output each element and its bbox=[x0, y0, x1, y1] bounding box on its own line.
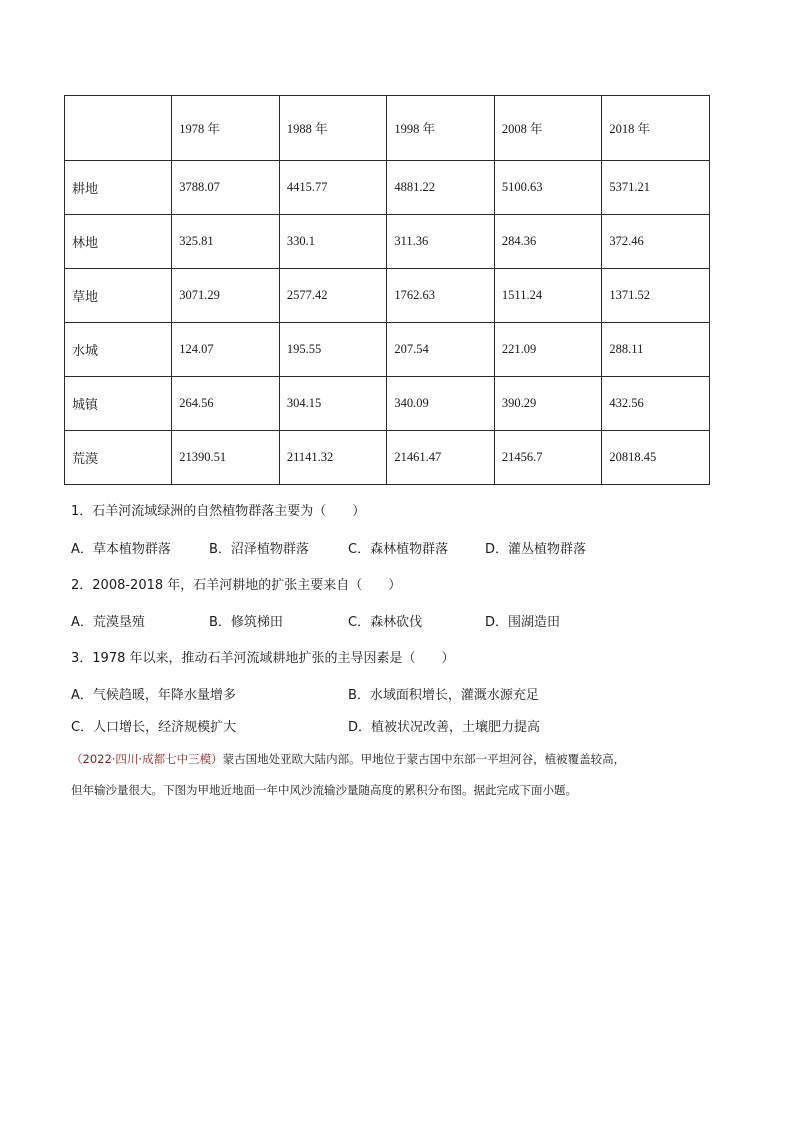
table-cell: 325.81 bbox=[172, 215, 280, 269]
row-label: 林地 bbox=[65, 215, 172, 269]
table-row bbox=[65, 215, 710, 269]
table-row bbox=[65, 431, 710, 485]
table-cell: 2577.42 bbox=[279, 269, 387, 323]
table-row bbox=[65, 323, 710, 377]
row-label: 水城 bbox=[65, 323, 172, 377]
table-cell: 5100.63 bbox=[494, 161, 602, 215]
table-cell: 432.56 bbox=[602, 377, 710, 431]
table-cell: 372.46 bbox=[602, 215, 710, 269]
row-label: 城镇 bbox=[65, 377, 172, 431]
question-stem: 1．石羊河流域绿洲的自然植物群落主要为（ ） bbox=[71, 504, 366, 519]
table-cell: 284.36 bbox=[494, 215, 602, 269]
table-cell: 21456.7 bbox=[494, 431, 602, 485]
option-b[interactable]: B．沼泽植物群落 bbox=[209, 542, 309, 557]
table-cell: 21461.47 bbox=[387, 431, 495, 485]
table-header-cell: 1988 年 bbox=[279, 96, 387, 161]
table-cell: 3071.29 bbox=[172, 269, 280, 323]
table-cell: 340.09 bbox=[387, 377, 495, 431]
source-tag: （2022·四川·成都七中三模） bbox=[71, 752, 223, 766]
question-stem: 3．1978 年以来，推动石羊河流域耕地扩张的主导因素是（ ） bbox=[71, 651, 455, 666]
table-header-cell: 1978 年 bbox=[172, 96, 280, 161]
option-c[interactable]: C．森林砍伐 bbox=[348, 615, 423, 630]
table-header-cell: 2018 年 bbox=[602, 96, 710, 161]
option-a[interactable]: A．气候趋暖，年降水量增多 bbox=[71, 688, 236, 703]
source-line-2: 但年输沙量很大。下图为甲地近地面一年中风沙流输沙量随高度的累积分布图。据此完成下面小题。 bbox=[71, 783, 577, 797]
table-cell: 195.55 bbox=[279, 323, 387, 377]
table-cell: 288.11 bbox=[602, 323, 710, 377]
table-cell: 124.07 bbox=[172, 323, 280, 377]
table-row bbox=[65, 377, 710, 431]
question-stem: 2．2008-2018 年，石羊河耕地的扩张主要来自（ ） bbox=[71, 578, 402, 593]
table-header-cell: 1998 年 bbox=[387, 96, 495, 161]
option-b[interactable]: B．修筑梯田 bbox=[209, 615, 283, 630]
table-row bbox=[65, 161, 710, 215]
row-label: 草地 bbox=[65, 269, 172, 323]
table-cell: 21141.32 bbox=[279, 431, 387, 485]
table-header-cell bbox=[65, 96, 172, 161]
table-cell: 330.1 bbox=[279, 215, 387, 269]
source-paragraph bbox=[71, 744, 731, 806]
table-cell: 21390.51 bbox=[172, 431, 280, 485]
table-cell: 3788.07 bbox=[172, 161, 280, 215]
option-b[interactable]: B．水域面积增长，灌溉水源充足 bbox=[348, 688, 539, 703]
option-d[interactable]: D．灌丛植物群落 bbox=[485, 542, 587, 557]
table-cell: 264.56 bbox=[172, 377, 280, 431]
row-label: 耕地 bbox=[65, 161, 172, 215]
table-cell: 20818.45 bbox=[602, 431, 710, 485]
table-cell: 4881.22 bbox=[387, 161, 495, 215]
table-header-row bbox=[65, 96, 710, 161]
table-cell: 1511.24 bbox=[494, 269, 602, 323]
option-d[interactable]: D．围湖造田 bbox=[485, 615, 561, 630]
table-row bbox=[65, 269, 710, 323]
table-header-cell: 2008 年 bbox=[494, 96, 602, 161]
table-cell: 4415.77 bbox=[279, 161, 387, 215]
option-a[interactable]: A．草本植物群落 bbox=[71, 542, 171, 557]
land-use-table bbox=[64, 95, 710, 485]
row-label: 荒漠 bbox=[65, 431, 172, 485]
table-cell: 1371.52 bbox=[602, 269, 710, 323]
table-cell: 207.54 bbox=[387, 323, 495, 377]
table-cell: 221.09 bbox=[494, 323, 602, 377]
table-cell: 304.15 bbox=[279, 377, 387, 431]
option-c[interactable]: C．人口增长，经济规模扩大 bbox=[71, 720, 237, 735]
option-c[interactable]: C．森林植物群落 bbox=[348, 542, 449, 557]
table-cell: 390.29 bbox=[494, 377, 602, 431]
option-a[interactable]: A．荒漠垦殖 bbox=[71, 615, 145, 630]
table-cell: 311.36 bbox=[387, 215, 495, 269]
table-cell: 5371.21 bbox=[602, 161, 710, 215]
table-cell: 1762.63 bbox=[387, 269, 495, 323]
source-text-1: 蒙古国地处亚欧大陆内部。甲地位于蒙古国中东部一平坦河谷，植被覆盖较高， bbox=[222, 752, 626, 766]
option-d[interactable]: D．植被状况改善，土壤肥力提高 bbox=[348, 720, 541, 735]
source-line-1 bbox=[71, 744, 731, 775]
